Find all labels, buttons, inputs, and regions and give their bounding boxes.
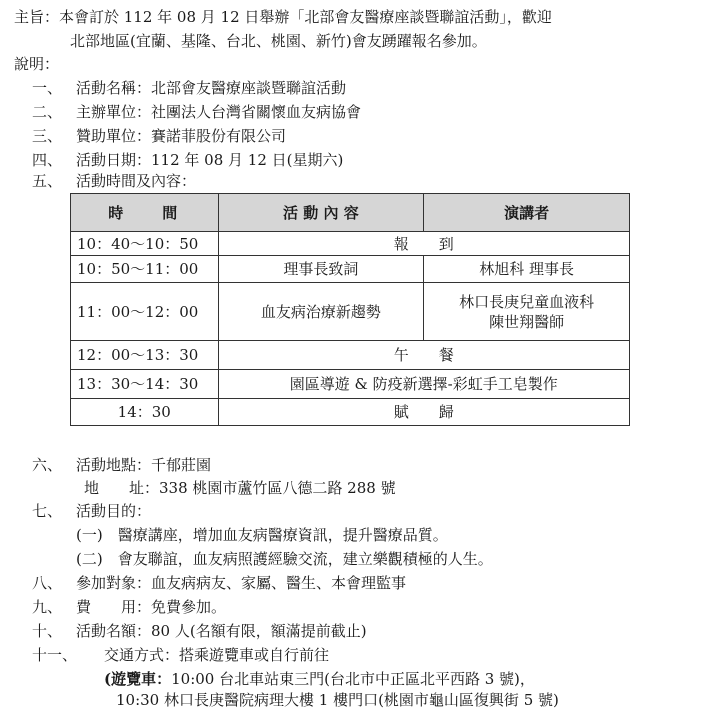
item-number: 七、: [32, 502, 63, 520]
item-text: 活動時間及內容：: [76, 172, 197, 190]
row-activity: 賦 歸: [218, 399, 629, 426]
item-number: 六、: [32, 456, 63, 474]
item-text: 費 用：免費參加。: [76, 598, 227, 616]
table-row: [71, 256, 630, 283]
table-row: [71, 370, 630, 399]
item-number: 九、: [32, 598, 63, 616]
purpose-line-2: 北部地區(宜蘭、基隆、台北、桃園、新竹)會友踴躍報名參加。: [70, 32, 487, 50]
row-time: 11：00～12：00: [71, 283, 219, 341]
item-number: 一、: [32, 79, 63, 97]
table-row: [71, 283, 630, 341]
item-number: 十、: [32, 622, 63, 640]
speaker-line-1: 林口長庚兒童血液科: [459, 292, 595, 311]
header-content: 活 動 內 容: [218, 194, 424, 232]
table-row: [71, 232, 630, 256]
item-number: 五、: [32, 172, 63, 190]
item-text: 主辦單位：社團法人台灣省關懷血友病協會: [76, 103, 362, 121]
item-number: 八、: [32, 574, 63, 592]
bus-stop-2: 10:30 林口長庚醫院病理大樓 1 樓門口(桃園市龜山區復興街 5 號): [116, 691, 559, 709]
row-activity: 理事長致詞: [218, 256, 424, 283]
purpose-line-1: 主旨：本會訂於 112 年 08 月 12 日舉辦「北部會友醫療座談暨聯誼活動」，歡迎: [14, 8, 552, 26]
item-text: 活動名稱：北部會友醫療座談暨聯誼活動: [76, 79, 347, 97]
item-number: 二、: [32, 103, 63, 121]
table-header-row: [71, 194, 630, 232]
row-time: 10：40～10：50: [71, 232, 219, 256]
row-time: 12：00～13：30: [71, 341, 219, 370]
bus-line-1: [104, 669, 535, 689]
purpose-sub-2: (二) 會友聯誼，血友病照護經驗交流，建立樂觀積極的人生。: [76, 550, 493, 568]
row-time: 10：50～11：00: [71, 256, 219, 283]
item-text: 活動名額：80 人(名額有限，額滿提前截止): [76, 622, 367, 640]
item-text: 活動日期：112 年 08 月 12 日(星期六): [76, 151, 344, 169]
item-text: 贊助單位：賽諾菲股份有限公司: [76, 127, 287, 145]
schedule-table: [70, 193, 630, 426]
speaker-line-2: 陳世翔醫師: [489, 312, 565, 331]
row-activity: 報 到: [218, 232, 629, 256]
item-text: 活動地點：千郁莊園: [76, 456, 212, 474]
bus-stop-1: 10:00 台北車站東三門(台北市中正區北平西路 3 號)，: [171, 670, 535, 688]
row-time: 13：30～14：30: [71, 370, 219, 399]
header-time: 時 間: [71, 194, 219, 232]
location-address: 地 址：338 桃園市蘆竹區八德二路 288 號: [84, 479, 396, 497]
table-row: [71, 399, 630, 426]
explanation-label: 說明：: [14, 55, 60, 73]
bus-label: (遊覽車：: [104, 670, 172, 688]
purpose-sub-1: (一) 醫療講座，增加血友病醫療資訊，提升醫療品質。: [76, 526, 448, 544]
row-speaker: 林旭科 理事長: [424, 256, 630, 283]
header-speaker: 演講者: [424, 194, 630, 232]
item-text: 交通方式：搭乘遊覽車或自行前往: [104, 646, 330, 664]
row-activity: 血友病治療新趨勢: [218, 283, 424, 341]
row-time: 14：30: [71, 399, 219, 426]
item-number: 十一、: [32, 646, 78, 664]
row-speaker: [424, 283, 630, 341]
row-activity: 園區導遊 & 防疫新選擇-彩虹手工皂製作: [218, 370, 629, 399]
item-text: 活動目的：: [76, 502, 152, 520]
item-number: 四、: [32, 151, 63, 169]
item-text: 參加對象：血友病病友、家屬、醫生、本會理監事: [76, 574, 407, 592]
item-number: 三、: [32, 127, 63, 145]
row-activity: 午 餐: [218, 341, 629, 370]
table-row: [71, 341, 630, 370]
